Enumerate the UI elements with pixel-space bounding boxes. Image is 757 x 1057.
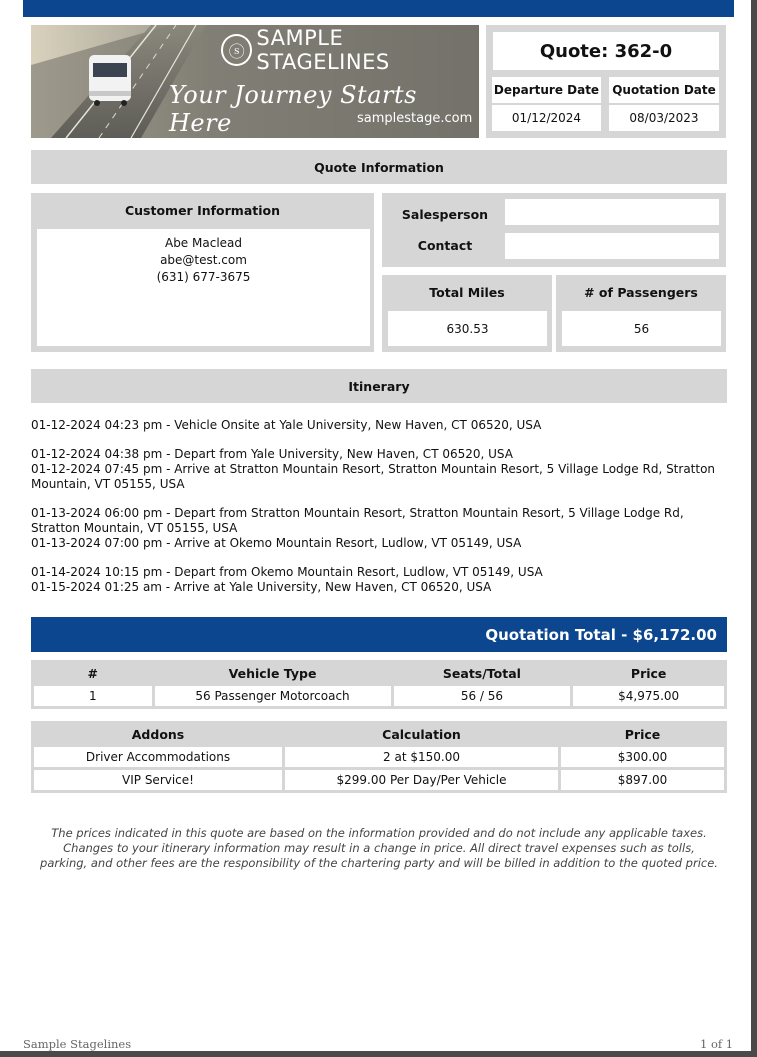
contact-label: Contact — [417, 238, 473, 253]
itinerary-group — [31, 447, 721, 492]
customer-details — [37, 229, 370, 346]
brand-website: samplestage.com — [357, 111, 473, 126]
table-cell: $4,975.00 — [573, 686, 724, 706]
table-cell: 56 / 56 — [394, 686, 571, 706]
pricing-disclaimer: The prices indicated in this quote are based on the information provided and do not include any applicable taxes. Changes to your itinerary information may result in a change in price. All direct travel expenses such as tolls, parking, and other fees are the responsibility of the chartering party and will be billed in addition to the quoted price. — [40, 826, 718, 870]
table-header-cell: Seats/Total — [394, 663, 571, 683]
salesperson-contact-box — [382, 193, 726, 267]
table-row — [34, 686, 724, 706]
customer-phone: (631) 677-3675 — [156, 270, 251, 284]
table-cell: 56 Passenger Motorcoach — [155, 686, 391, 706]
brand-logo-icon: ⓢ — [221, 34, 252, 66]
itinerary-entry: 01-12-2024 07:45 pm - Arrive at Stratton Mountain Resort, Stratton Mountain Resort, 5 Village Lodge Rd, Stratton Mountain, VT 05155, USA — [31, 462, 716, 491]
top-accent-bar — [23, 0, 734, 17]
itinerary-list — [31, 418, 721, 609]
table-cell: 2 at $150.00 — [285, 747, 558, 767]
table-row — [34, 747, 724, 767]
salesperson-value — [505, 199, 719, 225]
table-cell: $300.00 — [561, 747, 724, 767]
passengers-value: 56 — [562, 311, 721, 346]
quote-summary-box — [486, 25, 726, 138]
itinerary-group — [31, 565, 721, 595]
table-header-cell: Price — [573, 663, 724, 683]
header-banner — [31, 25, 479, 138]
itinerary-entry: 01-13-2024 06:00 pm - Depart from Stratton Mountain Resort, Stratton Mountain Resort, 5 Village Lodge Rd, Stratton Mountain, VT 05155, USA — [31, 506, 684, 535]
viewer-frame-right — [751, 0, 757, 1057]
viewer-frame-bottom — [0, 1051, 757, 1057]
table-header-row — [34, 724, 724, 744]
brand-name: SAMPLE STAGELINES — [256, 26, 390, 74]
footer-company: Sample Stagelines — [23, 1037, 132, 1051]
brand-tagline: Your Journey Starts Here — [169, 81, 417, 137]
table-cell: 1 — [34, 686, 152, 706]
customer-email: abe@test.com — [160, 253, 247, 267]
table-cell: $897.00 — [561, 770, 724, 790]
itinerary-entry: 01-12-2024 04:38 pm - Depart from Yale University, New Haven, CT 06520, USA — [31, 447, 513, 461]
quotation-date-value: 08/03/2023 — [609, 105, 719, 131]
customer-information-box — [31, 193, 374, 352]
table-header-cell: Vehicle Type — [155, 663, 391, 683]
table-row — [34, 770, 724, 790]
quote-number: Quote: 362-0 — [493, 32, 719, 70]
departure-date-value: 01/12/2024 — [492, 105, 601, 131]
table-header-row — [34, 663, 724, 683]
itinerary-entry: 01-15-2024 01:25 am - Arrive at Yale University, New Haven, CT 06520, USA — [31, 580, 492, 594]
quote-information-header: Quote Information — [31, 150, 727, 184]
bus-shape — [89, 55, 131, 106]
vehicle-table — [31, 660, 727, 709]
itinerary-group — [31, 506, 721, 551]
table-header-cell: Addons — [34, 724, 282, 744]
total-miles-label: Total Miles — [429, 285, 505, 300]
contact-value — [505, 233, 719, 259]
passengers-box — [556, 275, 726, 352]
addons-table — [31, 721, 727, 793]
itinerary-header: Itinerary — [31, 369, 727, 403]
total-miles-value: 630.53 — [388, 311, 547, 346]
customer-information-title: Customer Information — [124, 203, 281, 218]
itinerary-entry: 01-12-2024 04:23 pm - Vehicle Onsite at Yale University, New Haven, CT 06520, USA — [31, 418, 542, 432]
quotation-total-bar: Quotation Total - $6,172.00 — [31, 617, 727, 652]
customer-name: Abe Maclead — [164, 236, 242, 250]
table-header-cell: Calculation — [285, 724, 558, 744]
footer-page-number: 1 of 1 — [700, 1037, 734, 1051]
itinerary-group — [31, 418, 721, 433]
table-cell: Driver Accommodations — [34, 747, 282, 767]
itinerary-entry: 01-14-2024 10:15 pm - Depart from Okemo Mountain Resort, Ludlow, VT 05149, USA — [31, 565, 543, 579]
table-cell: VIP Service! — [34, 770, 282, 790]
table-cell: $299.00 Per Day/Per Vehicle — [285, 770, 558, 790]
total-miles-box — [382, 275, 552, 352]
table-header-cell: Price — [561, 724, 724, 744]
table-header-cell: # — [34, 663, 152, 683]
passengers-label: # of Passengers — [584, 285, 698, 300]
brand-lockup — [221, 26, 479, 74]
quotation-date-label: Quotation Date — [609, 77, 719, 103]
salesperson-label: Salesperson — [401, 207, 489, 222]
departure-date-label: Departure Date — [492, 77, 601, 103]
itinerary-entry: 01-13-2024 07:00 pm - Arrive at Okemo Mountain Resort, Ludlow, VT 05149, USA — [31, 536, 522, 550]
